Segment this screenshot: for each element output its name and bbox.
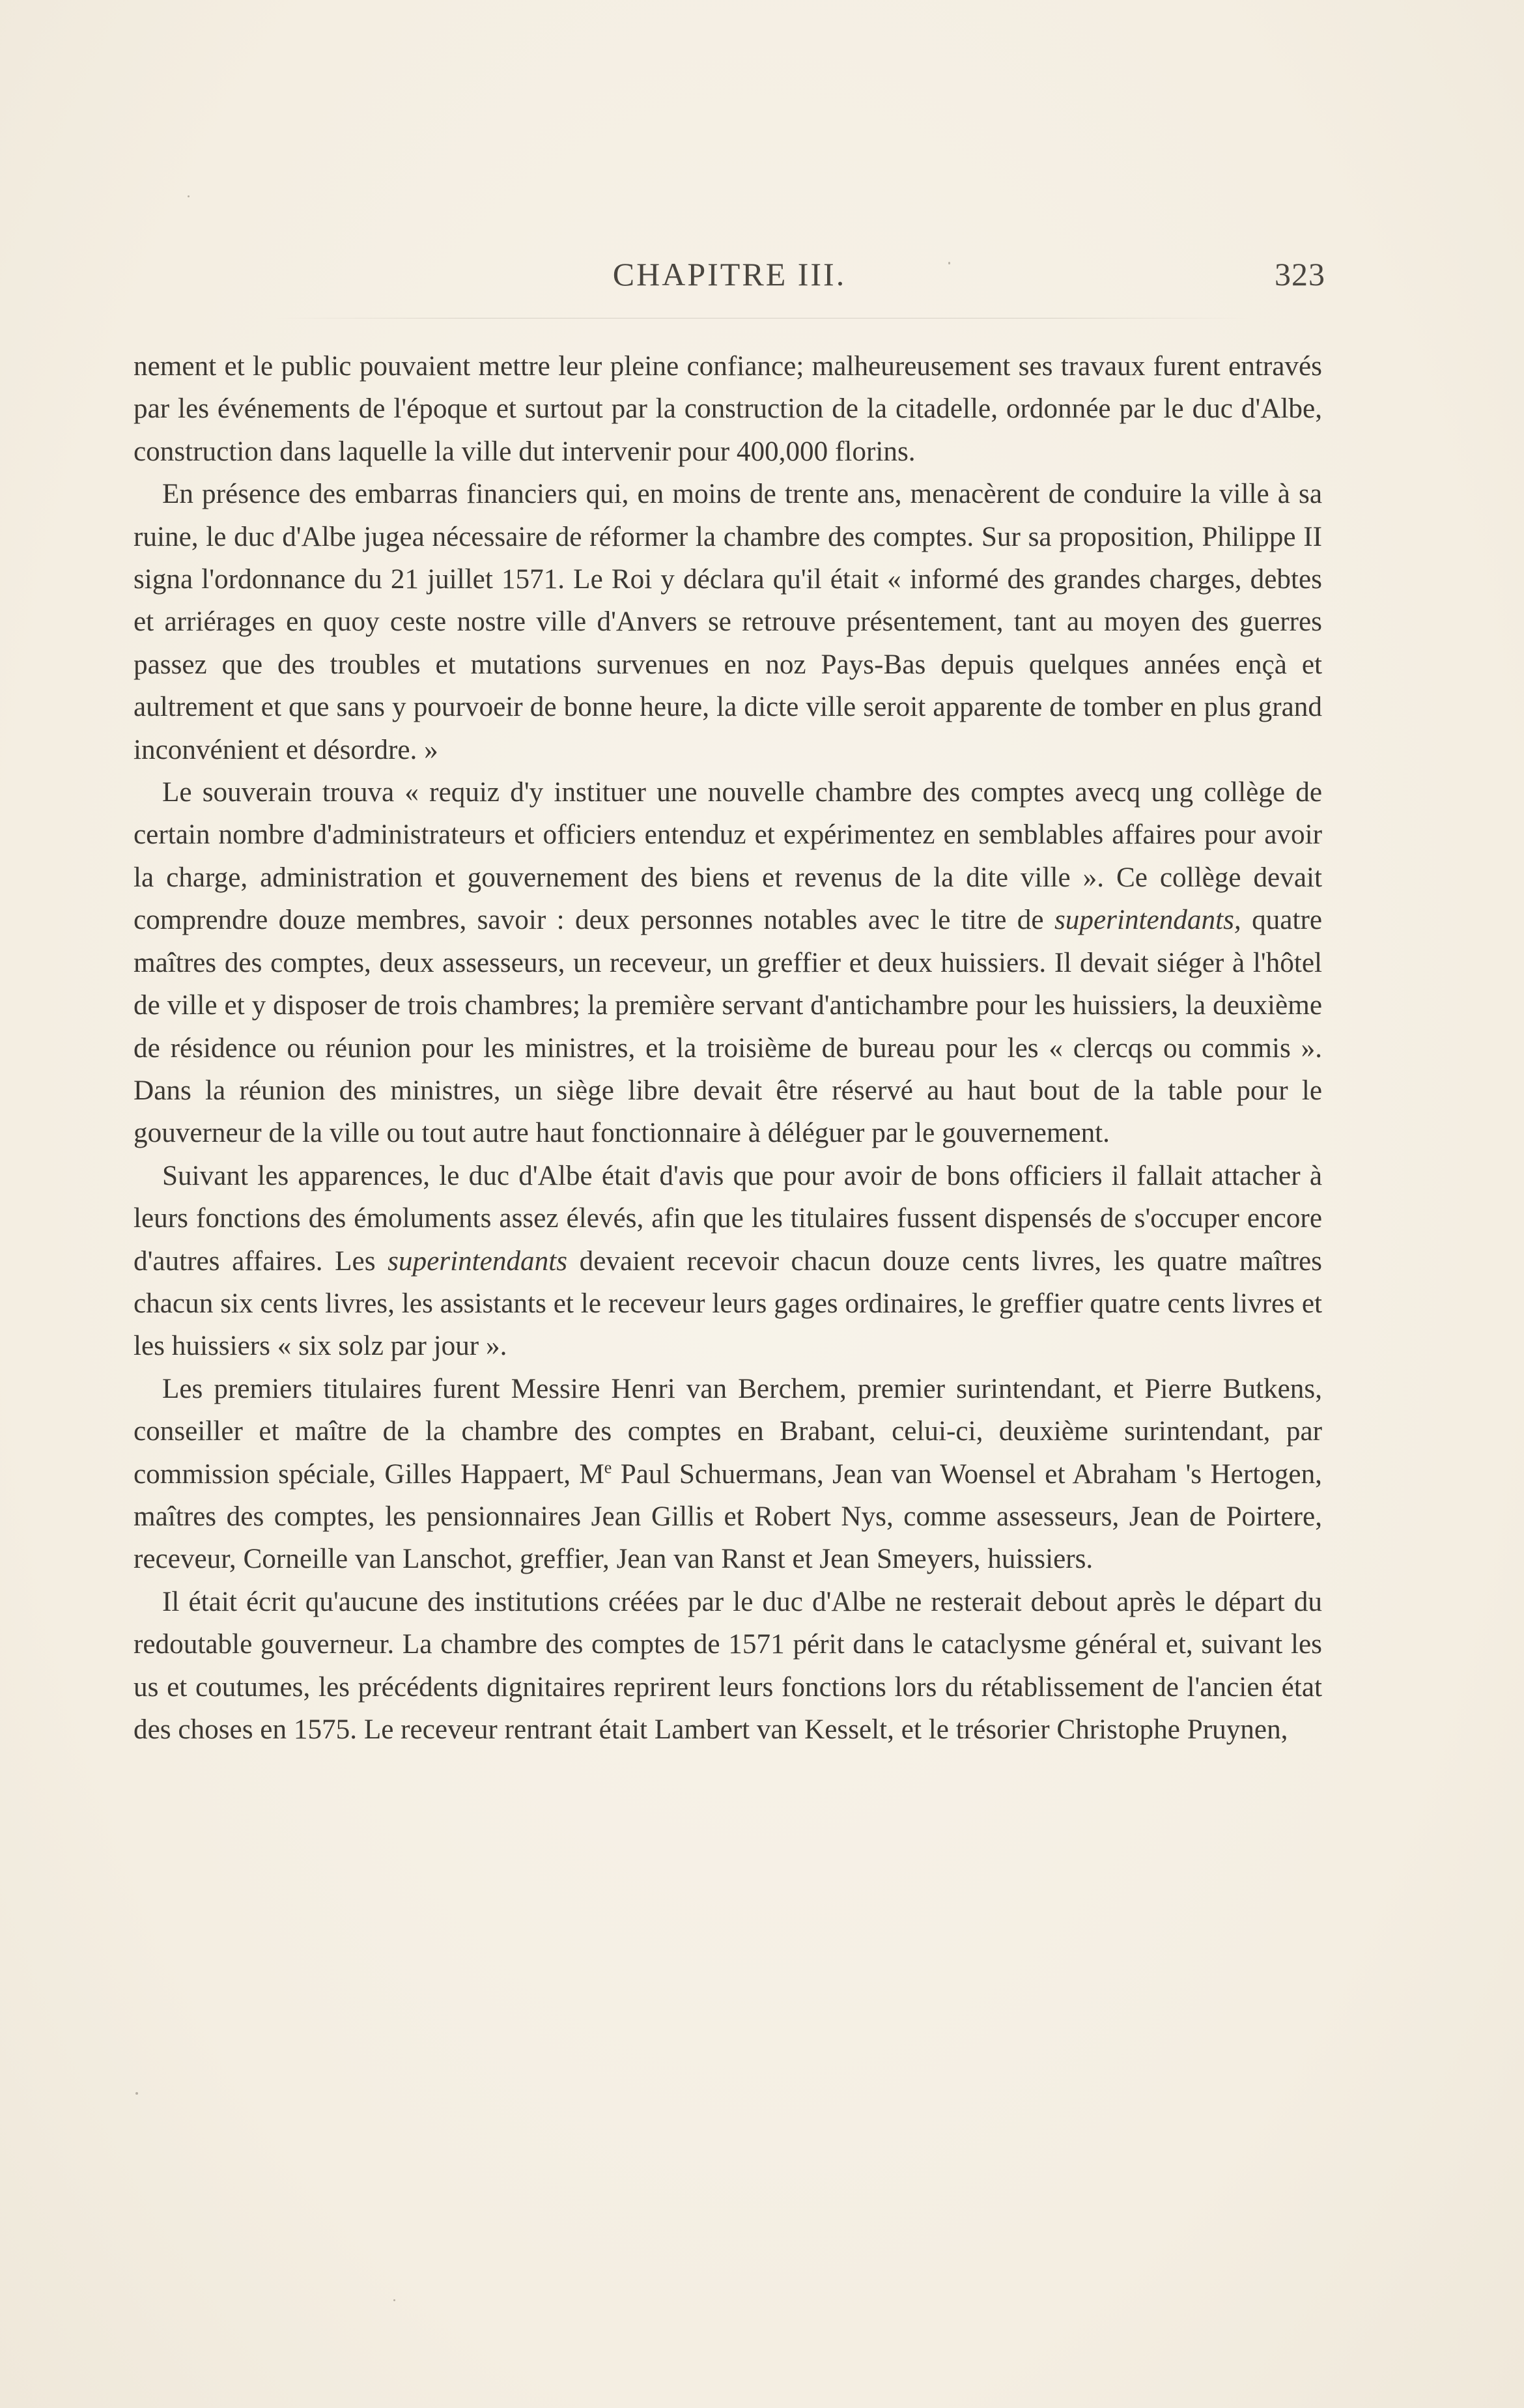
text-run: Suivant les apparences, le duc d'Albe était d'avis que pour avoir de bons officiers il fallait attacher à leurs fonctions des émoluments assez élevés, afin que les titulaires fussent dispensés de s'occuper encore d'autres affaires. Les — [134, 1160, 1322, 1277]
paper-speck — [188, 195, 190, 197]
italic-term: superintendants, — [1054, 905, 1241, 936]
superscript: e — [604, 1458, 612, 1477]
paragraph — [134, 1581, 1322, 1751]
paper-speck — [135, 2092, 138, 2095]
paragraph — [134, 771, 1322, 1155]
paragraph — [134, 1368, 1322, 1581]
text-run: Il était écrit qu'aucune des institutions créées par le duc d'Albe ne resterait debout après le départ du redoutable gouverneur. La chambre des comptes de 1571 périt dans le cataclysme général et, suivant les us et coutumes, les précédents dignitaires reprirent leurs fonctions lors du rétablissement de l'ancien état des choses en 1575. Le receveur rentrant était Lambert van Kesselt, et le trésorier Christophe Pruynen, — [134, 1586, 1322, 1745]
running-head — [134, 255, 1325, 301]
chapter-title: CHAPITRE III. — [612, 256, 847, 292]
text-run: devaient recevoir chacun douze cents livres, les quatre maîtres chacun six cents livres, les assistants et le receveur leurs gages ordinaires, le greffier quatre cents livres et les huissiers « six solz par jour ». — [134, 1245, 1322, 1362]
paragraph — [134, 473, 1322, 771]
header-rule — [274, 318, 1250, 319]
page-number: 323 — [1275, 256, 1325, 292]
paragraph — [134, 1155, 1322, 1368]
text-run: quatre maîtres des comptes, deux assesseurs, un receveur, un greffier et deux huissiers. Il devait siéger à l'hôtel de ville et y disposer de trois chambres; la première servant d'antichambre pour les huissiers, la deuxième de résidence ou réunion pour les ministres, et la troisième de bureau pour les « clercqs ou commis ». Dans la réunion des ministres, un siège libre devait être réservé au haut bout de la table pour le gouverneur de la ville ou tout autre haut fonctionnaire à déléguer par le gouvernement. — [134, 905, 1322, 1149]
paper-speck — [393, 2299, 395, 2301]
text-run: Les premiers titulaires furent Messire Henri van Berchem, premier surintendant, et Pierre Butkens, conseiller et maître de la chambre des comptes en Brabant, celui-ci, deuxième surintendant, par commission spéciale, Gilles Happaert, M — [134, 1373, 1322, 1490]
text-run: nement et le public pouvaient mettre leur pleine confiance; malheureusement ses travaux furent entravés par les événements de l'époque et surtout par la construction de la citadelle, ordonnée par le duc d'Albe, construction dans laquelle la ville dut intervenir pour 400,000 florins. — [134, 351, 1322, 467]
italic-term: superintendants — [388, 1245, 568, 1277]
body-text — [134, 345, 1322, 1751]
text-run: Le souverain trouva « requiz d'y instituer une nouvelle chambre des comptes avecq ung collège de certain nombre d'administrateurs et officiers entenduz et expérimentez en semblables affaires pour avoir la charge, administration et gouvernement des biens et revenus de la dite ville ». Ce collège devait comprendre douze membres, savoir : deux personnes notables avec le titre de — [134, 777, 1322, 936]
text-run: Paul Schuermans, Jean van Woensel et Abraham 's Hertogen, maîtres des comptes, les pensionnaires Jean Gillis et Robert Nys, comme assesseurs, Jean de Poirtere, receveur, Corneille van Lanschot, greffier, Jean van Ranst et Jean Smeyers, huissiers. — [134, 1458, 1322, 1575]
paper-speck — [948, 262, 950, 264]
paragraph — [134, 345, 1322, 473]
text-run: En présence des embarras financiers qui, en moins de trente ans, menacèrent de conduire la ville à sa ruine, le duc d'Albe jugea nécessaire de réformer la chambre des comptes. Sur sa proposition, Philippe II signa l'ordonnance du 21 juillet 1571. Le Roi y déclara qu'il était « informé des grandes charges, debtes et arriérages en quoy ceste nostre ville d'Anvers se retrouve présentement, tant au moyen des guerres passez que des troubles et mutations survenues en noz Pays-Bas depuis quelques années ençà et aultrement et que sans y pourvoeir de bonne heure, la dicte ville seroit apparente de tomber en plus grand inconvénient et désordre. » — [134, 479, 1322, 765]
